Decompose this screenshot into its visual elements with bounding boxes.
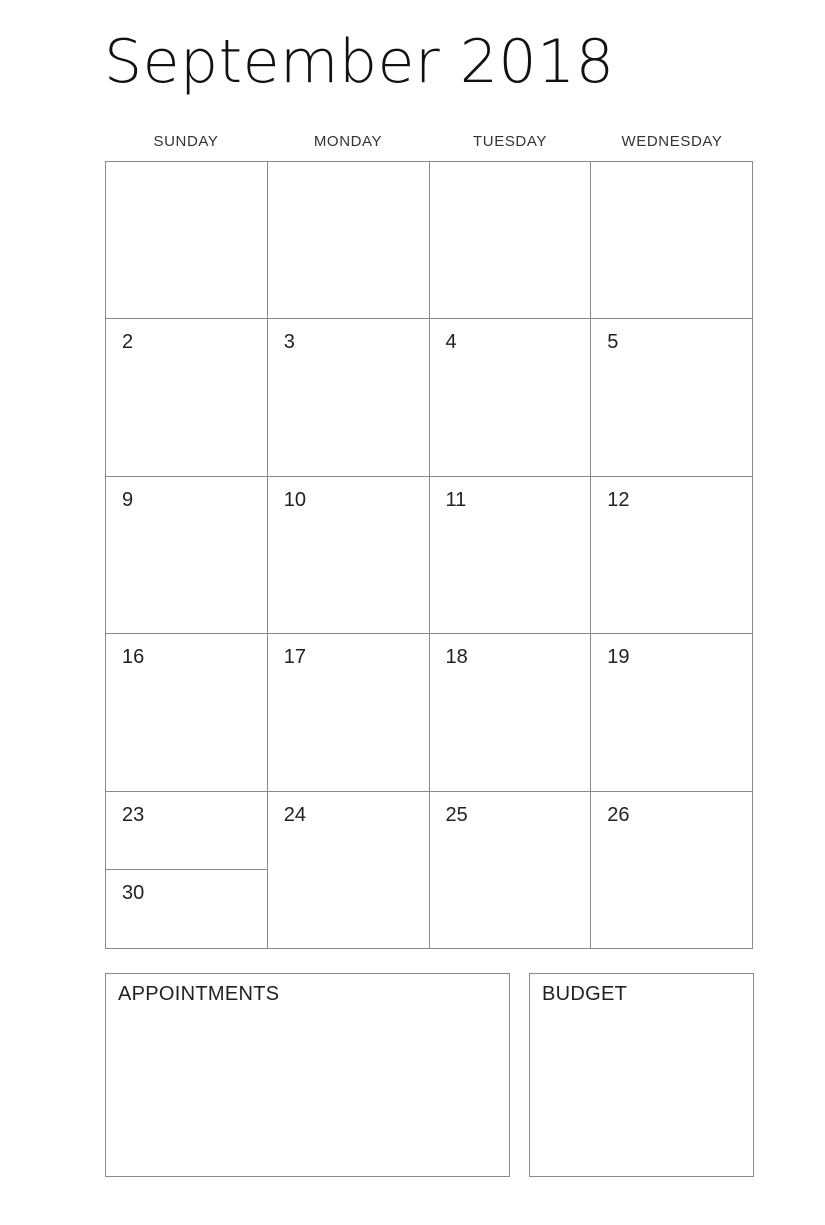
day-cell[interactable] [268,319,430,476]
day-number: 25 [445,803,468,826]
weekday-monday: MONDAY [313,133,383,150]
day-cell[interactable] [430,319,592,476]
day-number: 19 [607,646,630,669]
day-number: 5 [607,331,619,354]
day-number: 12 [607,488,630,511]
day-number: 10 [283,488,306,511]
day-cell[interactable] [106,162,268,319]
day-cell[interactable] [591,319,753,476]
appointments-box[interactable] [105,973,510,1177]
day-cell[interactable] [106,477,268,634]
day-cell[interactable] [430,477,592,634]
day-number: 3 [283,331,295,354]
day-cell[interactable] [268,477,430,634]
weekday-tuesday: TUESDAY [473,133,547,150]
weekday-sunday: SUNDAY [153,133,219,150]
day-number: 4 [445,331,457,354]
day-cell[interactable] [106,870,267,948]
day-number: 23 [122,803,145,826]
day-cell[interactable] [591,792,753,949]
day-cell[interactable] [591,162,753,319]
day-number: 24 [283,803,306,826]
day-cell[interactable] [268,162,430,319]
day-number: 18 [445,646,468,669]
day-cell[interactable] [106,792,267,871]
split-day-cell [106,792,268,949]
day-number: 26 [607,803,630,826]
day-cell[interactable] [591,634,753,791]
day-cell[interactable] [591,477,753,634]
weekday-header-row [105,128,753,156]
appointments-label: APPOINTMENTS [118,983,280,1005]
day-number: 9 [122,488,134,511]
day-cell[interactable] [268,792,430,949]
day-cell[interactable] [430,792,592,949]
budget-label: BUDGET [542,983,628,1005]
day-cell[interactable] [430,162,592,319]
weekday-wednesday: WEDNESDAY [621,133,723,150]
day-number: 16 [122,646,145,669]
budget-box[interactable] [529,973,754,1177]
day-cell[interactable] [106,319,268,476]
day-number: 11 [445,488,467,511]
day-cell[interactable] [430,634,592,791]
calendar-grid [105,161,753,949]
day-cell[interactable] [268,634,430,791]
page-title: September 2018 [104,27,615,97]
day-number: 30 [122,882,145,905]
day-cell[interactable] [106,634,268,791]
day-number: 2 [122,331,134,354]
day-number: 17 [283,646,306,669]
